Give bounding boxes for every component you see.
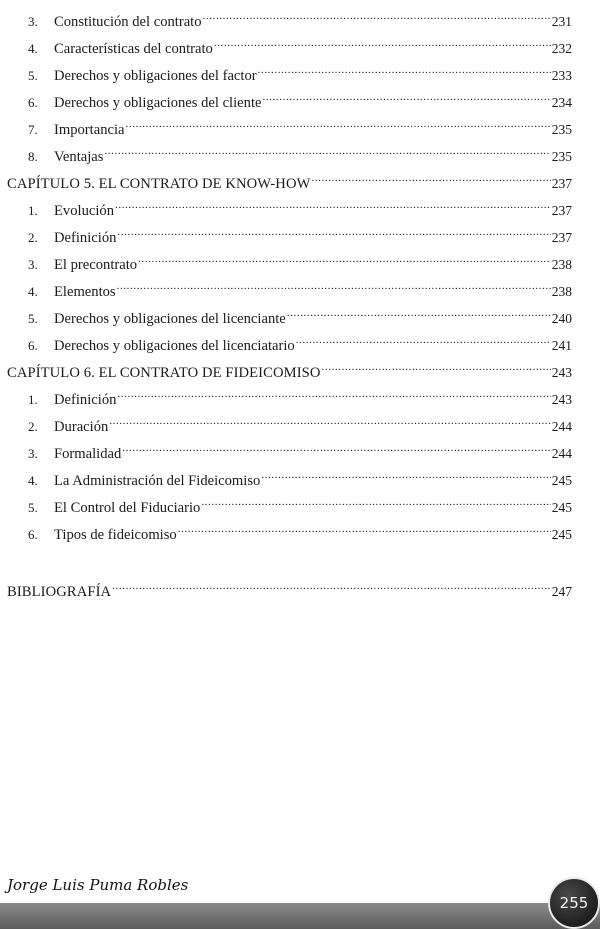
- toc-entry[interactable]: [28, 249, 572, 273]
- dot-leader: [203, 6, 551, 26]
- toc-entry-number: 7.: [28, 122, 38, 137]
- toc-entry[interactable]: [28, 330, 572, 354]
- toc-entry-number: 4.: [28, 284, 38, 299]
- dot-leader: [117, 276, 551, 296]
- toc-entry-number: 6.: [28, 95, 38, 110]
- toc-entry-number: 6.: [28, 338, 38, 353]
- dot-leader: [261, 465, 550, 485]
- toc-entry[interactable]: [28, 411, 572, 435]
- dot-leader: [322, 357, 551, 377]
- toc-entry-number: 5.: [28, 500, 38, 515]
- toc-entry-title: Características del contrato: [54, 41, 213, 57]
- toc-entry-title: El precontrato: [54, 257, 138, 273]
- toc-entry[interactable]: [28, 60, 572, 84]
- toc-entry-number: 8.: [28, 149, 38, 164]
- toc-entry-page: 243: [551, 392, 572, 407]
- toc-entry-title: Evolución: [54, 203, 114, 219]
- author-name: Jorge Luis Puma Robles: [7, 876, 189, 894]
- toc-entry[interactable]: [28, 222, 572, 246]
- toc-entry[interactable]: [28, 33, 572, 57]
- toc-chapter-title: CAPÍTULO 5. EL CONTRATO DE KNOW-HOW: [7, 176, 311, 192]
- dot-leader: [178, 519, 551, 539]
- toc-entry-page: 235: [551, 149, 572, 164]
- toc-entry-number: 5.: [28, 311, 38, 326]
- toc-entry-page: 234: [551, 95, 572, 110]
- footer-band: [0, 903, 600, 929]
- toc-entry-number: 3.: [28, 446, 38, 461]
- toc-entry[interactable]: [28, 438, 572, 462]
- toc-entry-page: 244: [551, 446, 572, 461]
- dot-leader: [201, 492, 550, 512]
- toc-entry[interactable]: [28, 465, 572, 489]
- dot-leader: [311, 168, 550, 188]
- toc-entry-title: Ventajas: [54, 149, 104, 165]
- toc-entry-page: 245: [551, 500, 572, 515]
- toc-entry[interactable]: [28, 6, 572, 30]
- toc-entry-page: 231: [551, 14, 572, 29]
- toc-entry-page: 247: [551, 584, 572, 599]
- dot-leader: [104, 141, 550, 161]
- toc-entry-title: Duración: [54, 419, 109, 435]
- toc-entry-title: La Administración del Fideicomiso: [54, 473, 261, 489]
- toc-entry-page: 245: [551, 527, 572, 542]
- toc-entry-title: Derechos y obligaciones del licenciatario: [54, 338, 295, 354]
- toc-entry-number: 4.: [28, 473, 38, 488]
- toc-entry-page: 243: [551, 365, 572, 380]
- toc-entry[interactable]: [28, 384, 572, 408]
- toc-entry-number: 3.: [28, 14, 38, 29]
- toc-chapter-entry[interactable]: [7, 357, 572, 381]
- dot-leader: [296, 330, 551, 350]
- toc-chapter-title: CAPÍTULO 6. EL CONTRATO DE FIDEICOMISO: [7, 365, 321, 381]
- toc-entry[interactable]: [28, 114, 572, 138]
- toc-entry-title: Derechos y obligaciones del factor: [54, 68, 257, 84]
- toc-entry-title: Constitución del contrato: [54, 14, 202, 30]
- page-number-badge: [548, 877, 600, 929]
- toc-entry-number: 2.: [28, 230, 38, 245]
- toc-entry-number: 1.: [28, 392, 38, 407]
- toc-entry[interactable]: [28, 303, 572, 327]
- toc-entry-page: 237: [551, 203, 572, 218]
- dot-leader: [126, 114, 551, 134]
- toc-entry-number: 5.: [28, 68, 38, 83]
- toc-entry[interactable]: [28, 276, 572, 300]
- toc-entry-number: 4.: [28, 41, 38, 56]
- toc-entry-page: 232: [551, 41, 572, 56]
- toc-entry-page: 240: [551, 311, 572, 326]
- toc-entry[interactable]: [28, 141, 572, 165]
- toc-entry-page: 237: [551, 176, 572, 191]
- toc-entry-title: Tipos de fideicomiso: [54, 527, 177, 543]
- toc-entry-page: 238: [551, 284, 572, 299]
- page-number: 255: [559, 894, 589, 912]
- toc-entry-number: 6.: [28, 527, 38, 542]
- dot-leader: [115, 195, 551, 215]
- toc-entry[interactable]: [28, 87, 572, 111]
- toc-entry[interactable]: [28, 519, 572, 543]
- dot-leader: [287, 303, 551, 323]
- toc-chapter-entry[interactable]: [7, 168, 572, 192]
- toc-entry-title: Derechos y obligaciones del cliente: [54, 95, 262, 111]
- toc-entry-number: 3.: [28, 257, 38, 272]
- toc-entry-page: 241: [551, 338, 572, 353]
- dot-leader: [138, 249, 551, 269]
- toc-entry-title: Elementos: [54, 284, 116, 300]
- toc-entry-title: Definición: [54, 230, 117, 246]
- toc-chapter-title: BIBLIOGRAFÍA: [7, 584, 112, 600]
- toc-entry-page: 244: [551, 419, 572, 434]
- toc-entry-page: 233: [551, 68, 572, 83]
- dot-leader: [122, 438, 550, 458]
- dot-leader: [258, 60, 551, 80]
- dot-leader: [112, 576, 551, 596]
- toc-entry-page: 237: [551, 230, 572, 245]
- dot-leader: [109, 411, 550, 431]
- toc-entry-page: 238: [551, 257, 572, 272]
- dot-leader: [262, 87, 550, 107]
- toc-entry-number: 2.: [28, 419, 38, 434]
- toc-entry-title: Derechos y obligaciones del licenciante: [54, 311, 286, 327]
- dot-leader: [117, 222, 550, 242]
- dot-leader: [117, 384, 550, 404]
- toc-entry-page: 245: [551, 473, 572, 488]
- toc-chapter-entry[interactable]: [7, 576, 572, 600]
- toc-entry-number: 1.: [28, 203, 38, 218]
- toc-entry-page: 235: [551, 122, 572, 137]
- toc-entry-title: Importancia: [54, 122, 125, 138]
- toc-entry-title: Definición: [54, 392, 117, 408]
- dot-leader: [214, 33, 551, 53]
- toc-entry[interactable]: [28, 195, 572, 219]
- toc-entry-title: Formalidad: [54, 446, 122, 462]
- toc-entry-title: El Control del Fiduciario: [54, 500, 201, 516]
- toc-entry[interactable]: [28, 492, 572, 516]
